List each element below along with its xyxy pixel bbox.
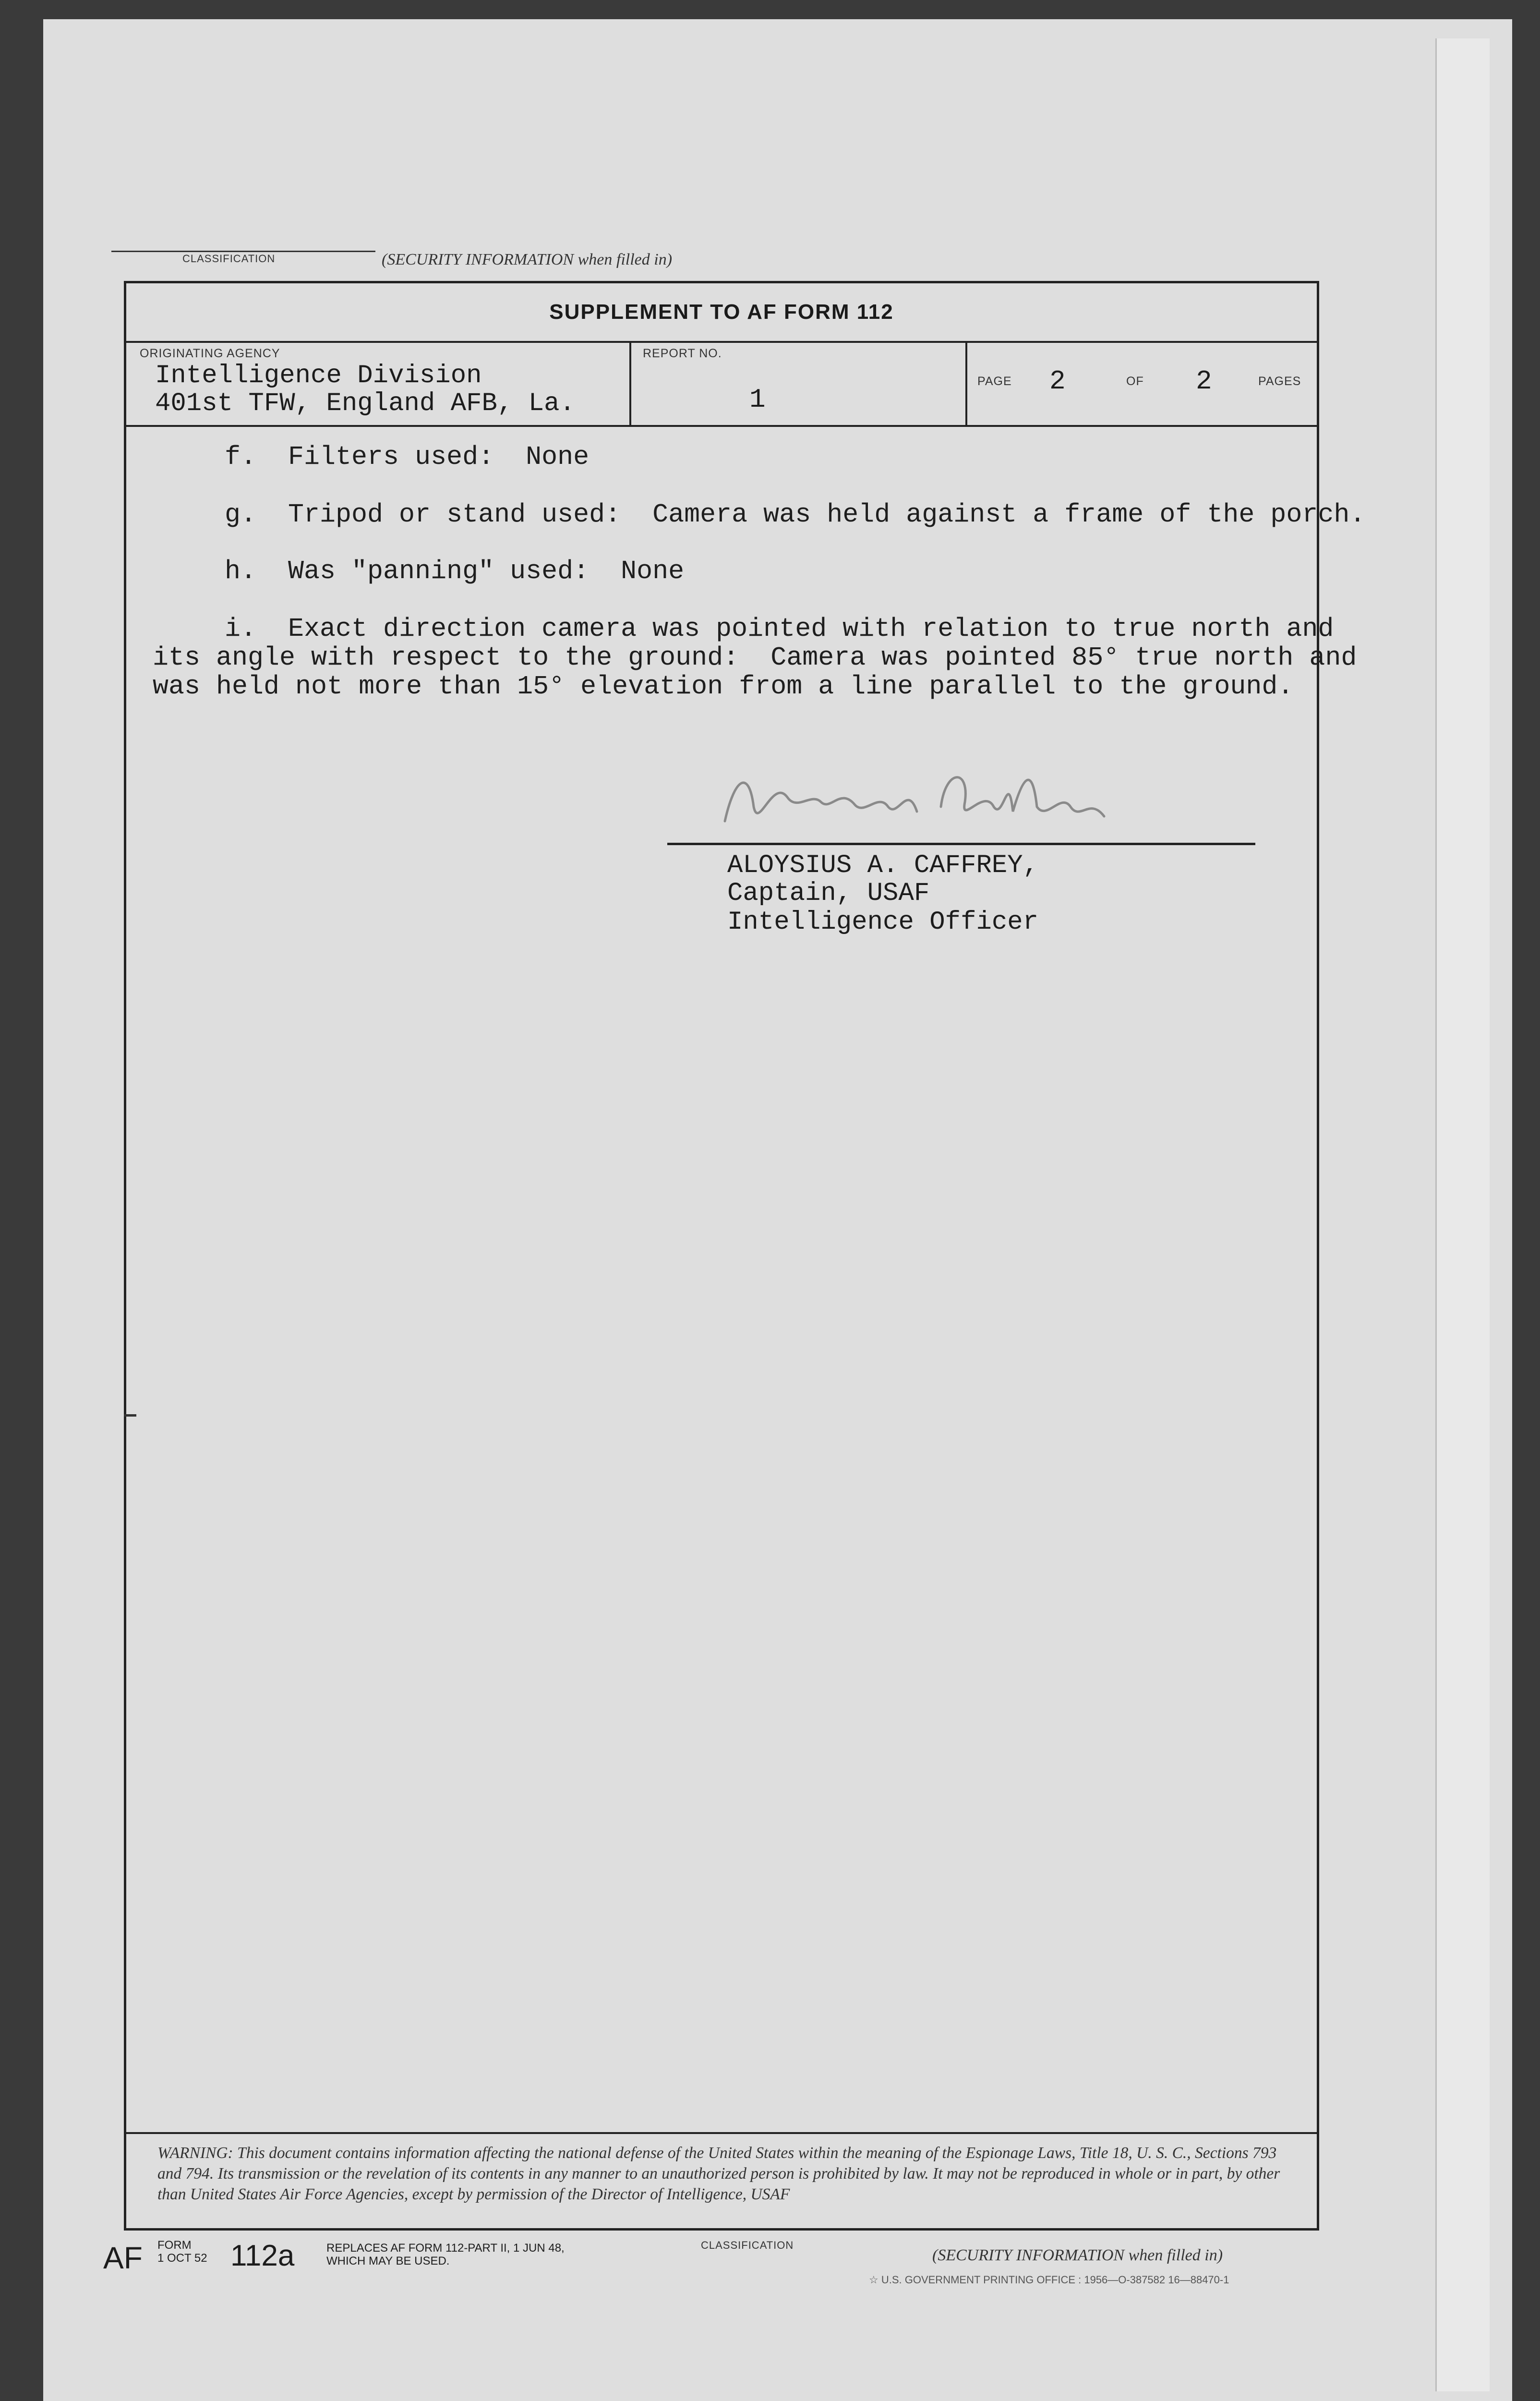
footer-replaces-block [326,2242,565,2268]
item-i-line3: was held not more than 15° elevation from a line parallel to the ground. [153,671,1294,702]
footer-security-note: (SECURITY INFORMATION when filled in) [932,2246,1223,2264]
originating-agency-line1: Intelligence Division [155,361,482,390]
item-i-line1: i. Exact direction camera was pointed with relation to true north and [225,614,1334,644]
footer-form-label: FORM [157,2239,192,2252]
footer-form-date: 1 OCT 52 [157,2252,207,2265]
item-i-line2: its angle with respect to the ground: Camera was pointed 85° true north and [153,643,1357,673]
page-cell [965,341,1317,425]
footer-form-number: 112a [230,2239,295,2272]
originating-agency-line2: 401st TFW, England AFB, La. [155,389,575,418]
signature-line [667,843,1255,845]
of-label: OF [1126,375,1144,388]
originating-agency-label: ORIGINATING AGENCY [140,347,280,360]
form-header-row [126,341,1317,427]
report-no-cell [629,341,967,425]
report-no-label: REPORT NO. [643,347,722,360]
total-pages-value: 2 [1196,366,1212,397]
page-label: PAGE [977,375,1012,388]
warning-text: WARNING: This document contains information affecting the national defense of the United States within the meaning of the Espionage Laws, Title 18, U. S. C., Sections 793 and 794. Its transmission or the revelation of its contents in any manner to an unauthorized person is prohibited by law. It may not be reproduced in whole or in part, by other than United States Air Force Agencies, except by permission of the Director of Intelligence, USAF [126,2132,1317,2228]
signer-name: ALOYSIUS A. CAFFREY, [727,851,1039,880]
pages-label: PAGES [1258,375,1301,388]
signer-title: Intelligence Officer [727,908,1039,937]
report-no-value: 1 [749,384,766,415]
form-title: SUPPLEMENT TO AF FORM 112 [549,300,894,324]
item-g: g. Tripod or stand used: Camera was held against a frame of the porch. [225,499,1366,530]
footer-classification-label: CLASSIFICATION [701,2239,794,2251]
item-h: h. Was "panning" used: None [225,556,685,586]
footer-af: AF [103,2241,143,2275]
originating-agency-cell [126,341,631,425]
security-note-top: (SECURITY INFORMATION when filled in) [382,251,673,268]
classification-label-top: CLASSIFICATION [182,253,276,265]
item-f: f. Filters used: None [225,442,590,472]
footer-replaces-line1: REPLACES AF FORM 112-PART II, 1 JUN 48, [326,2242,565,2255]
footer-gpo-line: ☆ U.S. GOVERNMENT PRINTING OFFICE : 1956—O-387582 16—88470-1 [869,2274,1229,2286]
page-value: 2 [1049,366,1066,397]
handwritten-signature [715,749,1123,845]
signer-rank: Captain, USAF [727,879,930,908]
paper-edge [1435,38,1490,2391]
classification-line [111,251,375,252]
form-title-row [126,283,1317,343]
margin-mark [124,1414,136,1417]
footer-form-block [157,2239,207,2265]
footer-replaces-line2: WHICH MAY BE USED. [326,2255,450,2268]
